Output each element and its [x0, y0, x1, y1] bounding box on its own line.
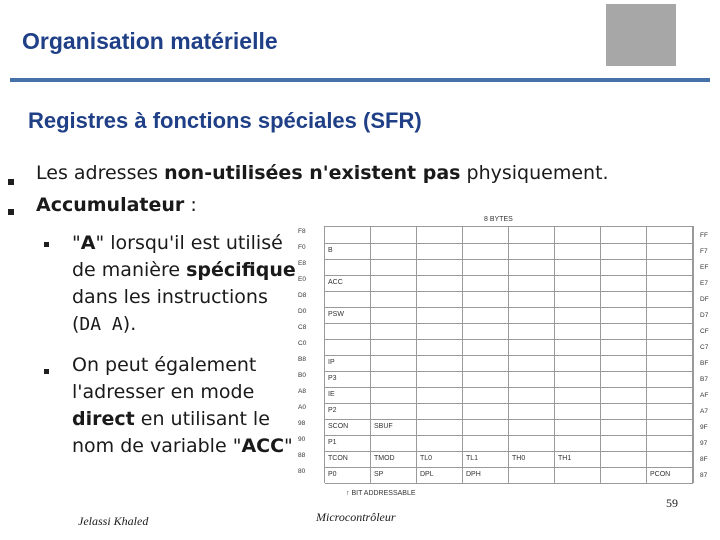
sfr-grid — [324, 226, 694, 483]
sfr-row — [325, 307, 693, 324]
sfr-cell: P2 — [325, 403, 371, 419]
sub-text: dans les instructions ( — [72, 286, 268, 335]
sfr-cell — [601, 435, 647, 451]
sfr-cell — [463, 435, 509, 451]
sfr-left-address: F8 — [298, 228, 306, 235]
sfr-right-address: 9F — [700, 424, 708, 431]
sfr-cell — [601, 291, 647, 307]
sfr-row — [325, 419, 693, 436]
sfr-cell — [463, 227, 509, 243]
sfr-right-address: E7 — [700, 280, 708, 287]
sfr-cell — [371, 291, 417, 307]
sfr-cell — [463, 259, 509, 275]
sfr-cell — [463, 275, 509, 291]
sfr-cell: PSW — [325, 307, 371, 323]
sfr-cell — [647, 291, 693, 307]
sfr-cell — [509, 467, 555, 483]
footer-course: Microcontrôleur — [316, 510, 396, 524]
sfr-cell — [325, 259, 371, 275]
sfr-right-address: 87 — [700, 472, 708, 479]
corner-logo-box — [606, 4, 676, 66]
sfr-cell — [417, 387, 463, 403]
bullet-accumulator — [36, 192, 197, 218]
sfr-left-address: C8 — [298, 324, 307, 331]
sfr-cell — [463, 419, 509, 435]
sub-text: " — [72, 232, 81, 254]
sfr-cell — [417, 419, 463, 435]
sfr-cell — [417, 307, 463, 323]
sfr-cell — [601, 259, 647, 275]
sfr-left-address: 80 — [298, 468, 306, 475]
sfr-cell — [509, 259, 555, 275]
sfr-cell — [371, 227, 417, 243]
sfr-cell: TL0 — [417, 451, 463, 467]
sfr-cell — [601, 403, 647, 419]
sfr-cell — [463, 355, 509, 371]
sfr-cell — [601, 355, 647, 371]
sfr-cell — [509, 419, 555, 435]
sfr-cell — [509, 371, 555, 387]
sub-bullet-specific — [72, 230, 302, 338]
sfr-left-address: 98 — [298, 420, 306, 427]
sfr-cell — [417, 435, 463, 451]
sfr-cell: TH1 — [555, 451, 601, 467]
sfr-row — [325, 243, 693, 260]
sfr-cell: P1 — [325, 435, 371, 451]
sfr-right-address: 97 — [700, 440, 708, 447]
sfr-cell — [555, 339, 601, 355]
sfr-cell — [371, 275, 417, 291]
sfr-cell — [601, 467, 647, 483]
sfr-header: 8 BYTES — [484, 216, 513, 223]
sfr-cell — [463, 403, 509, 419]
sfr-cell — [371, 243, 417, 259]
sfr-cell — [555, 227, 601, 243]
sfr-cell: SBUF — [371, 419, 417, 435]
sfr-cell: P0 — [325, 467, 371, 483]
sfr-cell — [647, 435, 693, 451]
sfr-row — [325, 259, 693, 276]
sfr-cell — [509, 227, 555, 243]
sfr-cell — [417, 355, 463, 371]
sfr-right-address: D7 — [700, 312, 709, 319]
sfr-row — [325, 435, 693, 452]
sfr-cell — [371, 323, 417, 339]
sfr-cell — [509, 387, 555, 403]
sfr-cell — [371, 371, 417, 387]
sfr-row — [325, 291, 693, 308]
sfr-cell — [371, 307, 417, 323]
sfr-cell — [509, 307, 555, 323]
sfr-right-address: CF — [700, 328, 709, 335]
sfr-left-address: A8 — [298, 388, 306, 395]
sfr-cell: TCON — [325, 451, 371, 467]
sfr-left-address: F0 — [298, 244, 306, 251]
sfr-cell: TL1 — [463, 451, 509, 467]
sfr-cell — [463, 243, 509, 259]
bullet-text: : — [184, 194, 197, 216]
sfr-cell — [509, 339, 555, 355]
sub-text: " lorsqu'il est utilisé de manière — [72, 232, 283, 281]
sfr-cell — [417, 243, 463, 259]
sfr-right-address: AF — [700, 392, 709, 399]
sfr-cell — [555, 307, 601, 323]
sfr-cell — [647, 323, 693, 339]
slide-subtitle: Registres à fonctions spéciales (SFR) — [28, 108, 422, 133]
sfr-footnote-text: BIT ADDRESSABLE — [351, 490, 416, 497]
bullet-text: physiquement. — [460, 162, 609, 184]
sfr-left-address: 88 — [298, 452, 306, 459]
sfr-row — [325, 339, 693, 356]
sfr-cell — [371, 403, 417, 419]
sfr-cell — [647, 227, 693, 243]
sfr-right-address: FF — [700, 232, 708, 239]
sub-bold-direct: direct — [72, 408, 135, 430]
sfr-cell: IP — [325, 355, 371, 371]
sfr-cell — [647, 387, 693, 403]
sfr-right-address: BF — [700, 360, 709, 367]
sfr-cell — [647, 339, 693, 355]
sfr-left-address: A0 — [298, 404, 306, 411]
sfr-right-address: 8F — [700, 456, 708, 463]
sfr-cell — [647, 355, 693, 371]
sfr-cell — [463, 323, 509, 339]
sfr-cell — [647, 307, 693, 323]
sfr-row — [325, 467, 693, 484]
sfr-cell: SP — [371, 467, 417, 483]
sfr-cell — [463, 307, 509, 323]
sfr-memory-map — [294, 216, 720, 506]
sfr-cell — [417, 371, 463, 387]
sfr-cell: P3 — [325, 371, 371, 387]
sfr-right-address: C7 — [700, 344, 709, 351]
sub-text: " — [284, 435, 293, 457]
sfr-cell: TMOD — [371, 451, 417, 467]
sfr-cell — [601, 307, 647, 323]
sfr-cell — [555, 243, 601, 259]
sfr-cell — [509, 403, 555, 419]
sub-text: On peut également l'adresser en mode — [72, 354, 257, 403]
bullet-text: Les adresses — [36, 162, 165, 184]
bullet-marker — [8, 209, 14, 215]
sfr-cell — [555, 371, 601, 387]
sfr-right-address: B7 — [700, 376, 708, 383]
sfr-left-address: 90 — [298, 436, 306, 443]
sfr-cell — [647, 451, 693, 467]
bullet-bold-text: non-utilisées n'existent pas — [164, 162, 461, 184]
sfr-cell — [509, 435, 555, 451]
sfr-left-address: B0 — [298, 372, 306, 379]
title-rule — [10, 78, 710, 82]
sfr-cell — [509, 355, 555, 371]
sfr-cell — [555, 259, 601, 275]
sfr-cell — [371, 355, 417, 371]
sfr-cell — [601, 387, 647, 403]
sfr-cell — [555, 403, 601, 419]
sub-bold-acc: ACC — [241, 435, 285, 457]
sfr-cell — [647, 419, 693, 435]
sfr-right-address: DF — [700, 296, 709, 303]
bullet-unused-addresses — [36, 160, 609, 186]
sfr-cell — [417, 275, 463, 291]
sfr-cell — [325, 227, 371, 243]
sfr-cell — [509, 275, 555, 291]
sub-text: ). — [122, 313, 137, 335]
sfr-cell — [463, 387, 509, 403]
sfr-cell — [647, 259, 693, 275]
sfr-left-address: B8 — [298, 356, 306, 363]
sfr-row — [325, 275, 693, 292]
sfr-cell — [555, 275, 601, 291]
sfr-cell — [325, 339, 371, 355]
sub-bullet-marker — [44, 242, 49, 247]
sfr-left-address: D0 — [298, 308, 307, 315]
sfr-cell: SCON — [325, 419, 371, 435]
sfr-cell — [509, 243, 555, 259]
sfr-cell — [601, 339, 647, 355]
sfr-cell — [463, 371, 509, 387]
sfr-cell — [601, 243, 647, 259]
sfr-cell — [417, 291, 463, 307]
sfr-cell — [647, 371, 693, 387]
sub-code: DA A — [79, 314, 123, 335]
sfr-cell — [371, 259, 417, 275]
sfr-cell — [509, 291, 555, 307]
sfr-cell — [325, 291, 371, 307]
sfr-row — [325, 323, 693, 340]
sfr-cell — [417, 259, 463, 275]
sfr-cell — [325, 323, 371, 339]
sfr-row — [325, 371, 693, 388]
sfr-cell — [555, 355, 601, 371]
sfr-left-address: E0 — [298, 276, 306, 283]
sfr-cell: B — [325, 243, 371, 259]
sfr-cell — [417, 339, 463, 355]
sfr-cell — [463, 291, 509, 307]
sfr-cell: PCON — [647, 467, 693, 483]
sfr-row — [325, 387, 693, 404]
sfr-left-address: E8 — [298, 260, 306, 267]
sfr-cell — [417, 323, 463, 339]
sfr-row — [325, 355, 693, 372]
sfr-row — [325, 403, 693, 420]
footer-author: Jelassi Khaled — [78, 514, 149, 528]
bullet-bold-text: Accumulateur — [36, 194, 185, 216]
sfr-cell: ACC — [325, 275, 371, 291]
sfr-cell — [601, 419, 647, 435]
sfr-footnote: ↑ BIT ADDRESSABLE — [346, 490, 416, 497]
bullet-marker — [8, 179, 14, 185]
sub-bold-specifique: spécifique — [186, 259, 296, 281]
sfr-cell — [509, 323, 555, 339]
sub-bullet-marker — [44, 369, 49, 374]
sfr-row — [325, 227, 693, 244]
sfr-cell: DPL — [417, 467, 463, 483]
sfr-cell — [601, 371, 647, 387]
sfr-cell — [371, 339, 417, 355]
sfr-cell — [417, 227, 463, 243]
sfr-cell — [555, 419, 601, 435]
sfr-cell — [601, 323, 647, 339]
sfr-cell — [555, 291, 601, 307]
sfr-right-address: F7 — [700, 248, 708, 255]
sfr-cell: TH0 — [509, 451, 555, 467]
sfr-cell — [555, 323, 601, 339]
sfr-cell — [555, 467, 601, 483]
sfr-cell — [647, 403, 693, 419]
sfr-row — [325, 451, 693, 468]
sfr-left-address: D8 — [298, 292, 307, 299]
sfr-cell — [555, 387, 601, 403]
sfr-cell — [601, 451, 647, 467]
sfr-cell — [601, 227, 647, 243]
sub-text: en utilisant le nom de variable " — [72, 408, 270, 457]
sfr-cell — [601, 275, 647, 291]
slide-title: Organisation matérielle — [22, 28, 278, 54]
sfr-cell — [371, 387, 417, 403]
sfr-right-address: EF — [700, 264, 709, 271]
sfr-cell — [555, 435, 601, 451]
sfr-left-address: C0 — [298, 340, 307, 347]
sub-bullet-direct — [72, 352, 297, 460]
sfr-cell: DPH — [463, 467, 509, 483]
sfr-cell — [647, 243, 693, 259]
sfr-cell — [463, 339, 509, 355]
sfr-cell — [647, 275, 693, 291]
sfr-cell — [371, 435, 417, 451]
sfr-right-address: A7 — [700, 408, 708, 415]
sub-bold-a: A — [80, 232, 96, 254]
sfr-cell: IE — [325, 387, 371, 403]
page-number: 59 — [666, 496, 678, 510]
sfr-cell — [417, 403, 463, 419]
